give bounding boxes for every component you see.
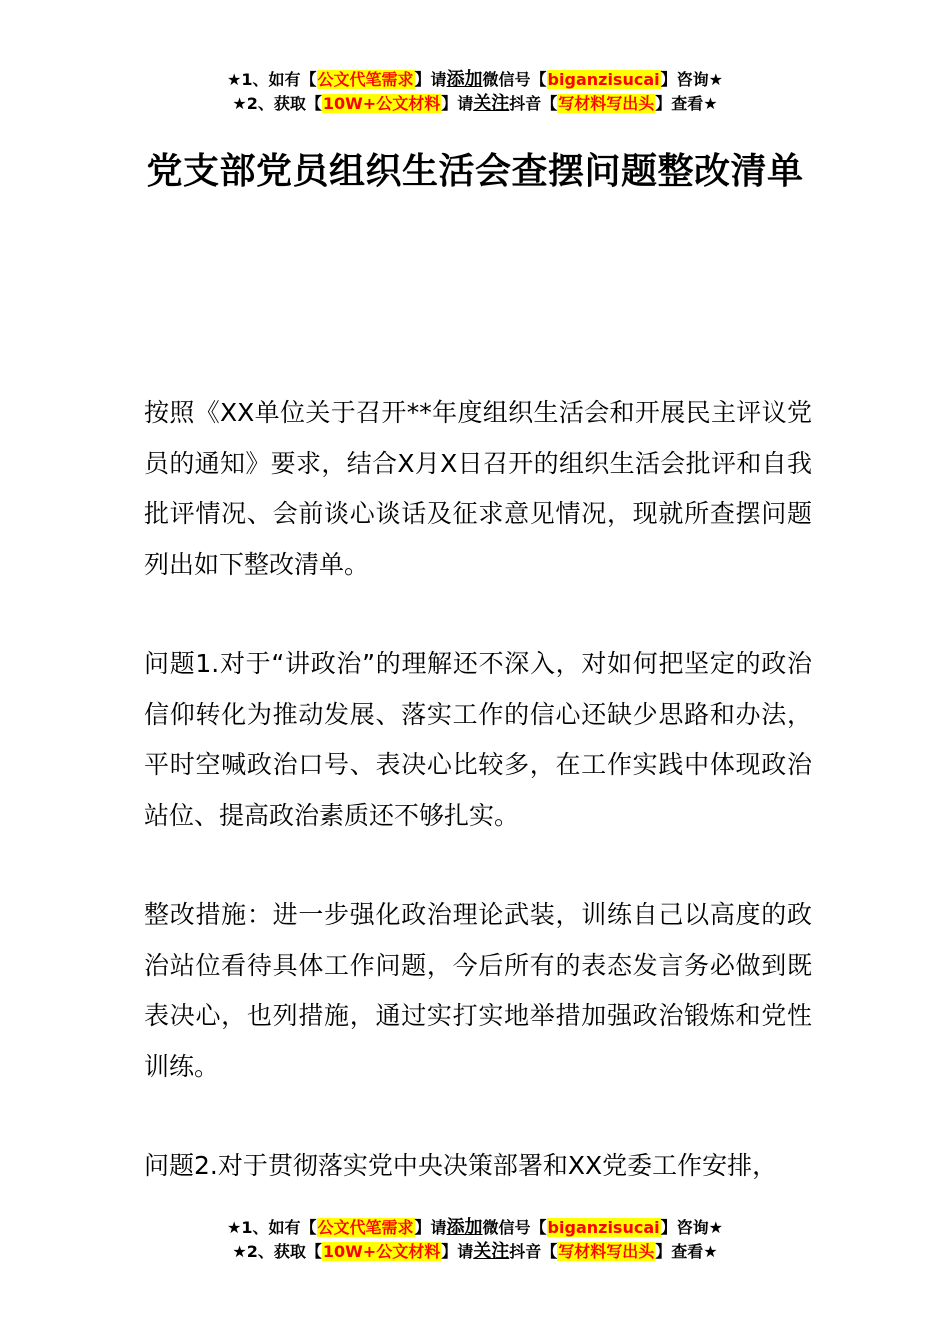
banner-line-1 (0, 1216, 950, 1240)
banner-highlight: biganzisucai (547, 70, 660, 89)
banner-underlined-text: 关注 (473, 93, 510, 114)
header-banner (0, 68, 950, 116)
banner-text: 】请 (414, 70, 447, 89)
banner-text: 】咨询★ (660, 70, 723, 89)
footer-banner (0, 1216, 950, 1264)
banner-text: ★2、获取【 (232, 94, 322, 113)
banner-text: 】查看★ (655, 94, 718, 113)
banner-text: ★2、获取【 (232, 1242, 322, 1261)
banner-highlight: 10W+公文材料 (322, 94, 441, 113)
banner-line-1 (0, 68, 950, 92)
banner-text: 抖音【 (509, 94, 558, 113)
banner-line-2 (0, 1240, 950, 1264)
banner-text: 】请 (441, 1242, 474, 1261)
banner-text: 微信号【 (482, 70, 547, 89)
paragraph-problem-1: 问题1.对于“讲政治”的理解还不深入，对如何把坚定的政治信仰转化为推动发展、落实工作的信心还缺少思路和办法，平时空喊政治口号、表决心比较多，在工作实践中体现政治站位、提高政治素质还不够扎实。 (144, 649, 812, 830)
banner-text: 】咨询★ (660, 1218, 723, 1237)
banner-underlined-text: 添加 (446, 1217, 483, 1238)
banner-highlight: 写材料写出头 (558, 94, 655, 113)
banner-underlined-text: 添加 (446, 69, 483, 90)
banner-highlight: 写材料写出头 (558, 1242, 655, 1261)
banner-highlight: biganzisucai (547, 1218, 660, 1237)
document-title: 党支部党员组织生活会查摆问题整改清单 (146, 151, 804, 192)
banner-line-2 (0, 92, 950, 116)
paragraph-problem-2: 问题2.对于贯彻落实党中央决策部署和XX党委工作安排， (144, 1151, 778, 1180)
banner-highlight: 10W+公文材料 (322, 1242, 441, 1261)
banner-text: 】查看★ (655, 1242, 718, 1261)
banner-underlined-text: 关注 (473, 1241, 510, 1262)
banner-text: 】请 (441, 94, 474, 113)
document-body (144, 388, 812, 1192)
paragraph-rectification-1: 整改措施：进一步强化政治理论武装，训练自己以高度的政治站位看待具体工作问题，今后所有的表态发言务必做到既表决心，也列措施，通过实打实地举措加强政治锻炼和党性训练。 (144, 900, 812, 1081)
banner-highlight: 公文代笔需求 (317, 1218, 414, 1237)
banner-text: 抖音【 (509, 1242, 558, 1261)
banner-text: ★1、如有【 (227, 70, 317, 89)
paragraph-intro: 按照《XX单位关于召开**年度组织生活会和开展民主评议党员的通知》要求，结合X月X日召开的组织生活会批评和自我批评情况、会前谈心谈话及征求意见情况，现就所查摆问题列出如下整改清单。 (144, 398, 812, 579)
banner-text: 微信号【 (482, 1218, 547, 1237)
banner-highlight: 公文代笔需求 (317, 70, 414, 89)
banner-text: 】请 (414, 1218, 447, 1237)
banner-text: ★1、如有【 (227, 1218, 317, 1237)
